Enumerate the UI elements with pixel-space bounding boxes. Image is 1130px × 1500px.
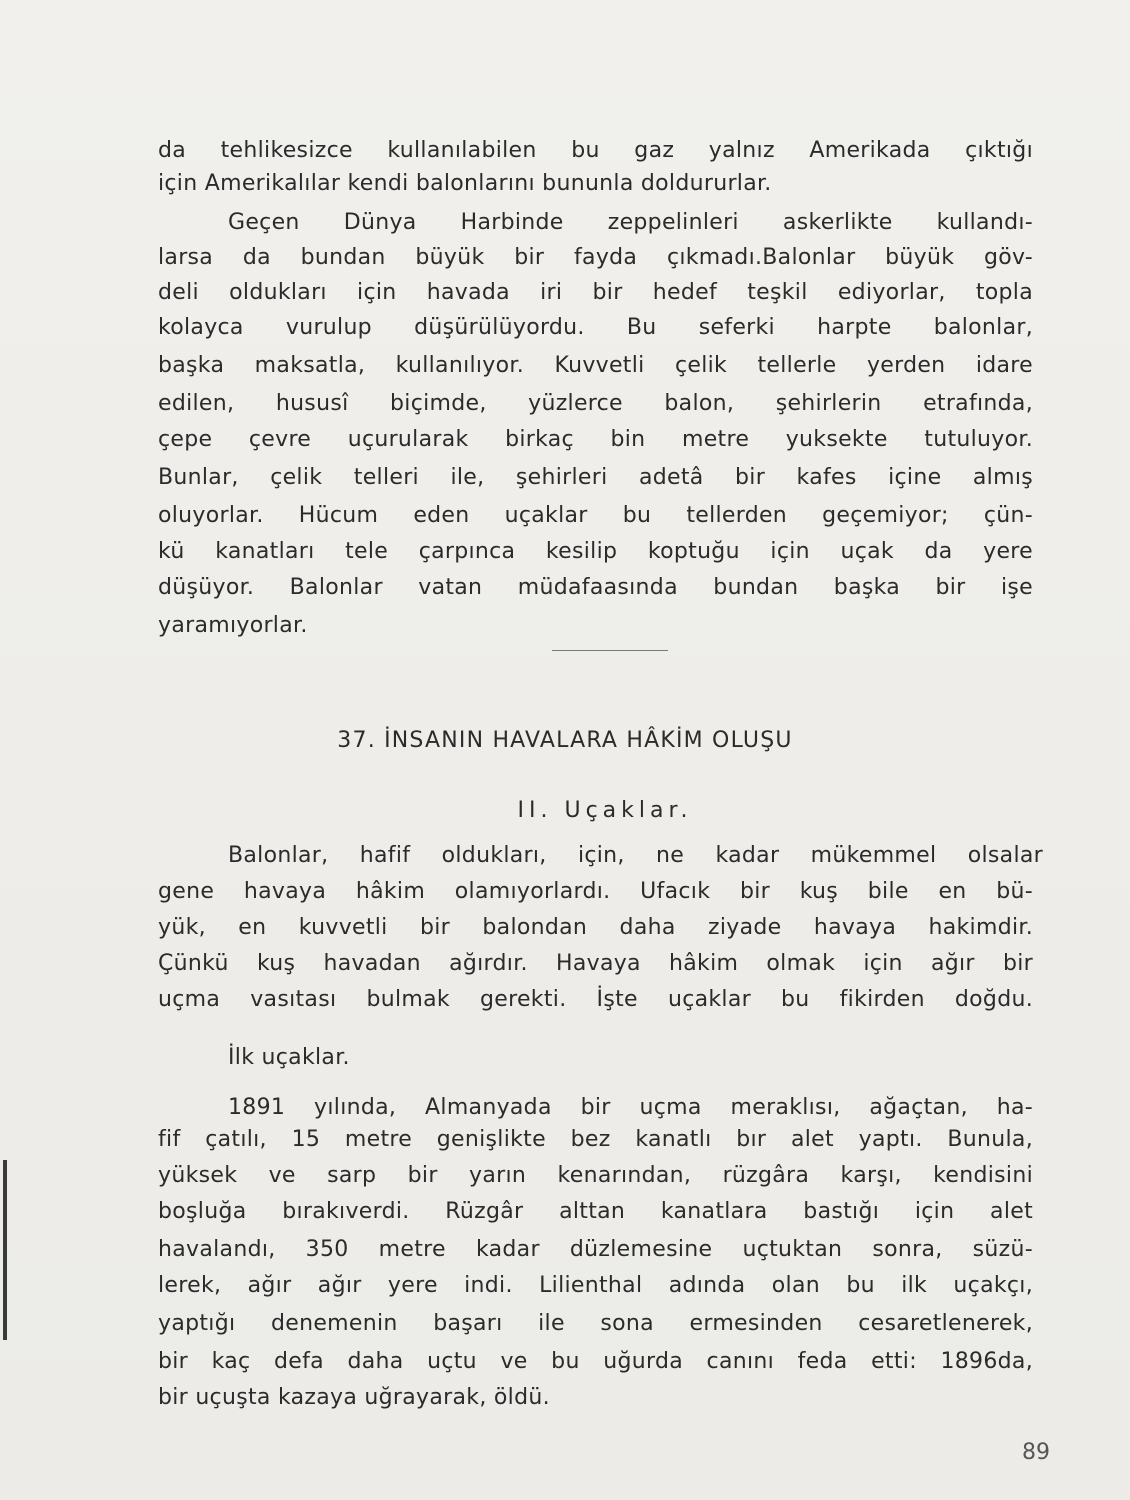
text-line: da tehlikesizce kullanılabilen bu gaz yalnız Amerikada çıktığı xyxy=(158,138,1033,163)
text-line: fif çatılı, 15 metre genişlikte bez kanatlı bır alet yaptı. Bunula, xyxy=(158,1127,1033,1152)
text-line: oluyorlar. Hücum eden uçaklar bu tellerden geçemiyor; çün- xyxy=(158,503,1033,528)
text-line: uçma vasıtası bulmak gerekti. İşte uçaklar bu fikirden doğdu. xyxy=(158,987,1033,1012)
text-line: yüksek ve sarp bir yarın kenarından, rüzgâra karşı, kendisini xyxy=(158,1163,1033,1188)
text-line: havalandı, 350 metre kadar düzlemesine uçtuktan sonra, süzü- xyxy=(158,1237,1033,1262)
text-line: düşüyor. Balonlar vatan müdafaasında bundan başka bir işe xyxy=(158,575,1033,600)
text-line: kü kanatları tele çarpınca kesilip koptuğu için uçak da yere xyxy=(158,539,1033,564)
text-line: yaptığı denemenin başarı ile sona ermesinden cesaretlenerek, xyxy=(158,1311,1033,1336)
text-line: bir uçuşta kazaya uğrayarak, öldü. xyxy=(158,1385,550,1410)
text-line: yaramıyorlar. xyxy=(158,613,308,638)
text-line: Balonlar, hafif oldukları, için, ne kadar mükemmel olsalar xyxy=(228,843,1043,868)
text-line: başka maksatla, kullanılıyor. Kuvvetli çelik tellerle yerden idare xyxy=(158,353,1033,378)
text-line: 1891 yılında, Almanyada bir uçma meraklısı, ağaçtan, ha- xyxy=(228,1095,1033,1120)
text-line: bir kaç defa daha uçtu ve bu uğurda canını feda etti: 1896da, xyxy=(158,1349,1033,1374)
margin-mark xyxy=(3,1160,7,1340)
text-line: Çünkü kuş havadan ağırdır. Havaya hâkim olmak için ağır bir xyxy=(158,951,1033,976)
page-number: 89 xyxy=(1022,1440,1050,1465)
text-line: çepe çevre uçurularak birkaç bin metre yuksekte tutuluyor. xyxy=(158,427,1033,452)
text-line: lerek, ağır ağır yere indi. Lilienthal adında olan bu ilk uçakçı, xyxy=(158,1273,1033,1298)
chapter-subheading: II. Uçaklar. xyxy=(517,798,693,823)
text-line: Bunlar, çelik telleri ile, şehirleri adetâ bir kafes içine almış xyxy=(158,465,1033,490)
text-line: kolayca vurulup düşürülüyordu. Bu seferki harpte balonlar, xyxy=(158,315,1033,340)
text-line: deli oldukları için havada iri bir hedef teşkil ediyorlar, topla xyxy=(158,280,1033,305)
text-line: larsa da bundan büyük bir fayda çıkmadı.Balonlar büyük göv- xyxy=(158,245,1033,270)
text-line: boşluğa bırakıverdi. Rüzgâr alttan kanatlara bastığı için alet xyxy=(158,1199,1033,1224)
text-line: gene havaya hâkim olamıyorlardı. Ufacık bir kuş bile en bü- xyxy=(158,879,1033,904)
text-line: edilen, hususî biçimde, yüzlerce balon, şehirlerin etrafında, xyxy=(158,391,1033,416)
section-label: İlk uçaklar. xyxy=(228,1045,350,1070)
text-line: için Amerikalılar kendi balonlarını bununla doldururlar. xyxy=(158,171,772,196)
section-divider xyxy=(552,650,668,651)
text-line: Geçen Dünya Harbinde zeppelinleri askerlikte kullandı- xyxy=(228,210,1033,235)
chapter-heading: 37. İNSANIN HAVALARA HÂKİM OLUŞU xyxy=(337,728,793,753)
text-line: yük, en kuvvetli bir balondan daha ziyade havaya hakimdir. xyxy=(158,915,1033,940)
